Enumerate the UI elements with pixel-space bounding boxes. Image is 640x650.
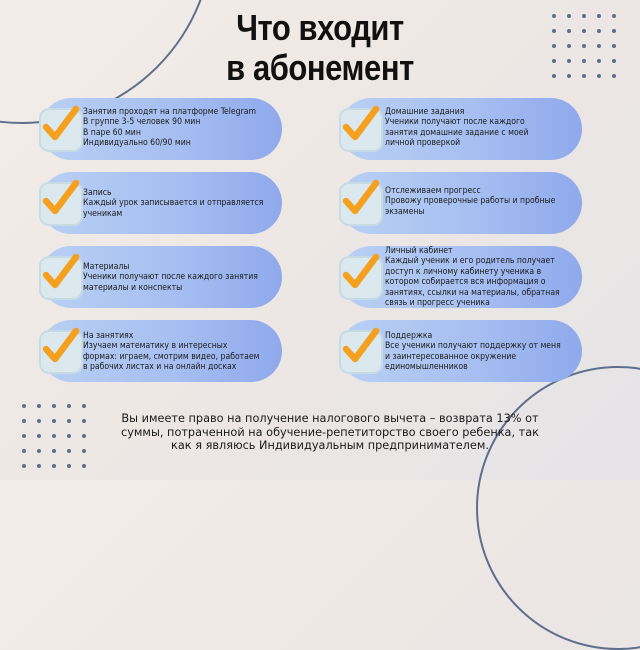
card-line: занятиях, ссылки на материалы, обратная bbox=[385, 287, 560, 298]
checkmark-icon bbox=[339, 182, 383, 226]
feature-card-support-text bbox=[385, 331, 561, 373]
card-line: В паре 60 мин bbox=[83, 127, 141, 138]
checkmark-icon bbox=[339, 330, 383, 374]
card-line: Ученики получают после каждого занятия bbox=[83, 272, 258, 283]
feature-card-progress-text bbox=[385, 186, 555, 217]
card-line: Занятия проходят на платформе Telegram bbox=[83, 107, 257, 117]
decor-arc-bottom-right bbox=[476, 366, 640, 650]
card-line: Поддержка bbox=[385, 331, 433, 341]
checkmark-icon bbox=[39, 182, 83, 226]
card-line: котором собирается вся информация о bbox=[385, 277, 546, 288]
card-line: экзамены bbox=[385, 206, 425, 217]
note-line: Вы имеете право на получение налогового вычета – возврата 13% от bbox=[121, 412, 539, 425]
card-line: Все ученики получают поддержку от меня bbox=[385, 341, 561, 352]
card-line: Домашние задания bbox=[385, 107, 465, 117]
feature-card-account-text bbox=[385, 246, 560, 308]
checkmark-icon bbox=[39, 330, 83, 374]
note-line: суммы, потраченной на обучение-репетиторство своего ребенка, так bbox=[121, 425, 539, 439]
card-line: личной проверкой bbox=[385, 138, 461, 149]
card-line: ученикам bbox=[83, 208, 123, 219]
card-line: Запись bbox=[83, 188, 112, 198]
card-line: Отслеживаем прогресс bbox=[385, 186, 481, 196]
card-line: Личный кабинет bbox=[385, 246, 453, 256]
card-line: Провожу проверочные работы и пробные bbox=[385, 196, 556, 207]
card-line: Каждый урок записывается и отправляется bbox=[83, 198, 264, 209]
card-line: Ученики получают после каждого bbox=[385, 117, 525, 128]
feature-card-platform-text bbox=[83, 107, 256, 149]
card-line: связь и прогресс ученика bbox=[385, 298, 490, 309]
card-line: Каждый ученик и его родитель получает bbox=[385, 256, 555, 267]
card-line: единомышленников bbox=[385, 362, 468, 373]
checkmark-icon bbox=[339, 108, 383, 152]
card-line: Индивидуально 60/90 мин bbox=[83, 138, 191, 149]
card-line: формах: играем, смотрим видео, работаем bbox=[83, 351, 260, 362]
tax-deduction-note bbox=[110, 412, 550, 453]
decor-dots-bottom-left bbox=[22, 404, 86, 468]
card-line: в рабочих листах и на онлайн досках bbox=[83, 362, 237, 373]
card-line: На занятиях bbox=[83, 331, 134, 341]
card-line: занятия домашние задание с моей bbox=[385, 127, 529, 138]
card-line: Изучаем математику в интересных bbox=[83, 341, 228, 352]
page-title bbox=[45, 8, 595, 88]
checkmark-icon bbox=[39, 108, 83, 152]
card-line: В группе 3-5 человек 90 мин bbox=[83, 117, 201, 128]
card-line: и заинтересованное окружение bbox=[385, 351, 517, 362]
checkmark-icon bbox=[39, 256, 83, 300]
card-line: материалы и конспекты bbox=[83, 282, 183, 293]
title-line-2: в абонемент bbox=[226, 47, 414, 88]
note-line: как я являюсь Индивидуальным предпринимателем. bbox=[171, 439, 489, 453]
feature-card-materials-text bbox=[83, 262, 258, 293]
card-line: Материалы bbox=[83, 262, 130, 272]
card-line: доступ к личному кабинету ученика в bbox=[385, 266, 542, 277]
feature-card-lessons-text bbox=[83, 331, 260, 373]
checkmark-icon bbox=[339, 256, 383, 300]
feature-card-homework-text bbox=[385, 107, 528, 149]
feature-card-recording-text bbox=[83, 188, 263, 219]
title-line-1: Что входит bbox=[236, 7, 404, 48]
